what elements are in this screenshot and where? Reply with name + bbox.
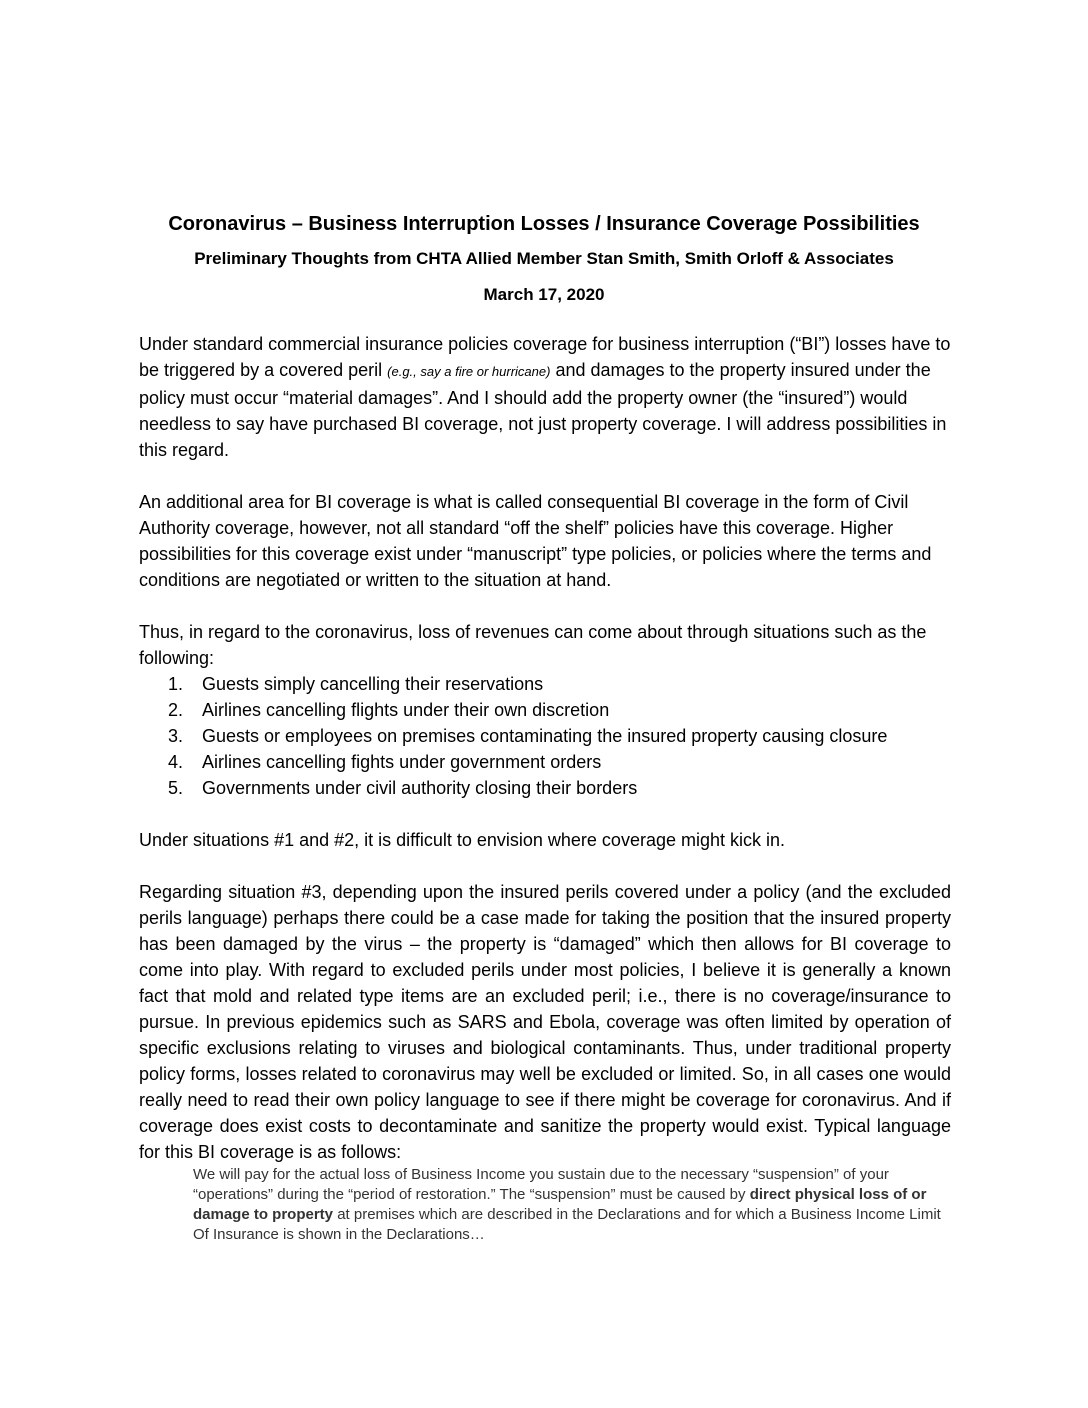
list-item xyxy=(168,723,951,749)
list-item-text: Airlines cancelling flights under their own discretion xyxy=(202,700,610,720)
paragraph-4: Under situations #1 and #2, it is difficult to envision where coverage might kick in. xyxy=(139,830,786,850)
policy-quote-text-b: at premises which are described in the Declarations and for which a Business Income Limit Of Insurance is shown in the Declarations… xyxy=(193,1206,941,1243)
paragraph-1-example: (e.g., say a fire or hurricane) xyxy=(387,364,551,379)
list-item xyxy=(168,749,951,775)
situations-list xyxy=(139,671,951,801)
policy-quote-text-a: We will pay for the actual loss of Business Income you sustain due to the necessary “suspension” of your “operations” during the “period of restoration.” The “suspension” must be caused by xyxy=(193,1166,889,1203)
list-item-text: Guests simply cancelling their reservations xyxy=(202,674,544,694)
document-title: Coronavirus – Business Interruption Losses / Insurance Coverage Possibilities xyxy=(168,213,920,235)
paragraph-1 xyxy=(139,331,951,463)
paragraph-2: An additional area for BI coverage is what is called consequential BI coverage in the form of Civil Authority coverage, however, not all standard “off the shelf” policies have this coverage. Higher possibilities for this coverage exist under “manuscript” type policies, or policies where the terms and conditions are negotiated or written to the situation at hand. xyxy=(139,492,932,590)
policy-quote xyxy=(193,1165,951,1245)
list-item-number: 4. xyxy=(168,752,184,772)
list-item-text: Guests or employees on premises contaminating the insured property causing closure xyxy=(202,726,888,746)
list-item-text: Governments under civil authority closing their borders xyxy=(202,778,638,798)
list-item-number: 2. xyxy=(168,700,184,720)
document-date: March 17, 2020 xyxy=(483,285,605,304)
paragraph-1-text-b: and damages to the property insured under the policy must occur “material damages”. And I should add the property owner (the “insured”) would needless to say have purchased BI coverage, not just property coverage. I will address possibilities in this regard. xyxy=(139,360,947,460)
policy-quote-emphasis: direct physical loss of or damage to property xyxy=(193,1186,927,1223)
paragraph-1-text-a: Under standard commercial insurance policies coverage for business interruption (“BI”) losses have to be triggered by a covered peril xyxy=(139,334,951,380)
list-item-text: Airlines cancelling fights under government orders xyxy=(202,752,602,772)
document-subtitle: Preliminary Thoughts from CHTA Allied Member Stan Smith, Smith Orloff & Associates xyxy=(194,249,894,268)
paragraph-5: Regarding situation #3, depending upon the insured perils covered under a policy (and the excluded perils language) perhaps there could be a case made for taking the position that the insured property has been damaged by the virus – the property is “damaged” which then allows for BI coverage to come into play. With regard to excluded perils under most policies, I believe it is generally a known fact that mold and related type items are an excluded peril; i.e., there is no coverage/insurance to pursue. In previous epidemics such as SARS and Ebola, coverage was often limited by operation of specific exclusions relating to viruses and biological contaminants. Thus, under traditional property policy forms, losses related to coronavirus may well be excluded or limited. So, in all cases one would really need to read their own policy language to see if there might be coverage for coronavirus. And if coverage does exist costs to decontaminate and sanitize the property would exist. Typical language for this BI coverage is as follows: xyxy=(139,882,951,1162)
list-item xyxy=(168,775,951,801)
list-item xyxy=(168,671,951,697)
list-item xyxy=(168,697,951,723)
list-item-number: 3. xyxy=(168,726,184,746)
list-item-number: 1. xyxy=(168,674,184,694)
paragraph-3: Thus, in regard to the coronavirus, loss of revenues can come about through situations such as the following: xyxy=(139,622,927,668)
list-item-number: 5. xyxy=(168,778,184,798)
document-body xyxy=(139,331,951,1245)
